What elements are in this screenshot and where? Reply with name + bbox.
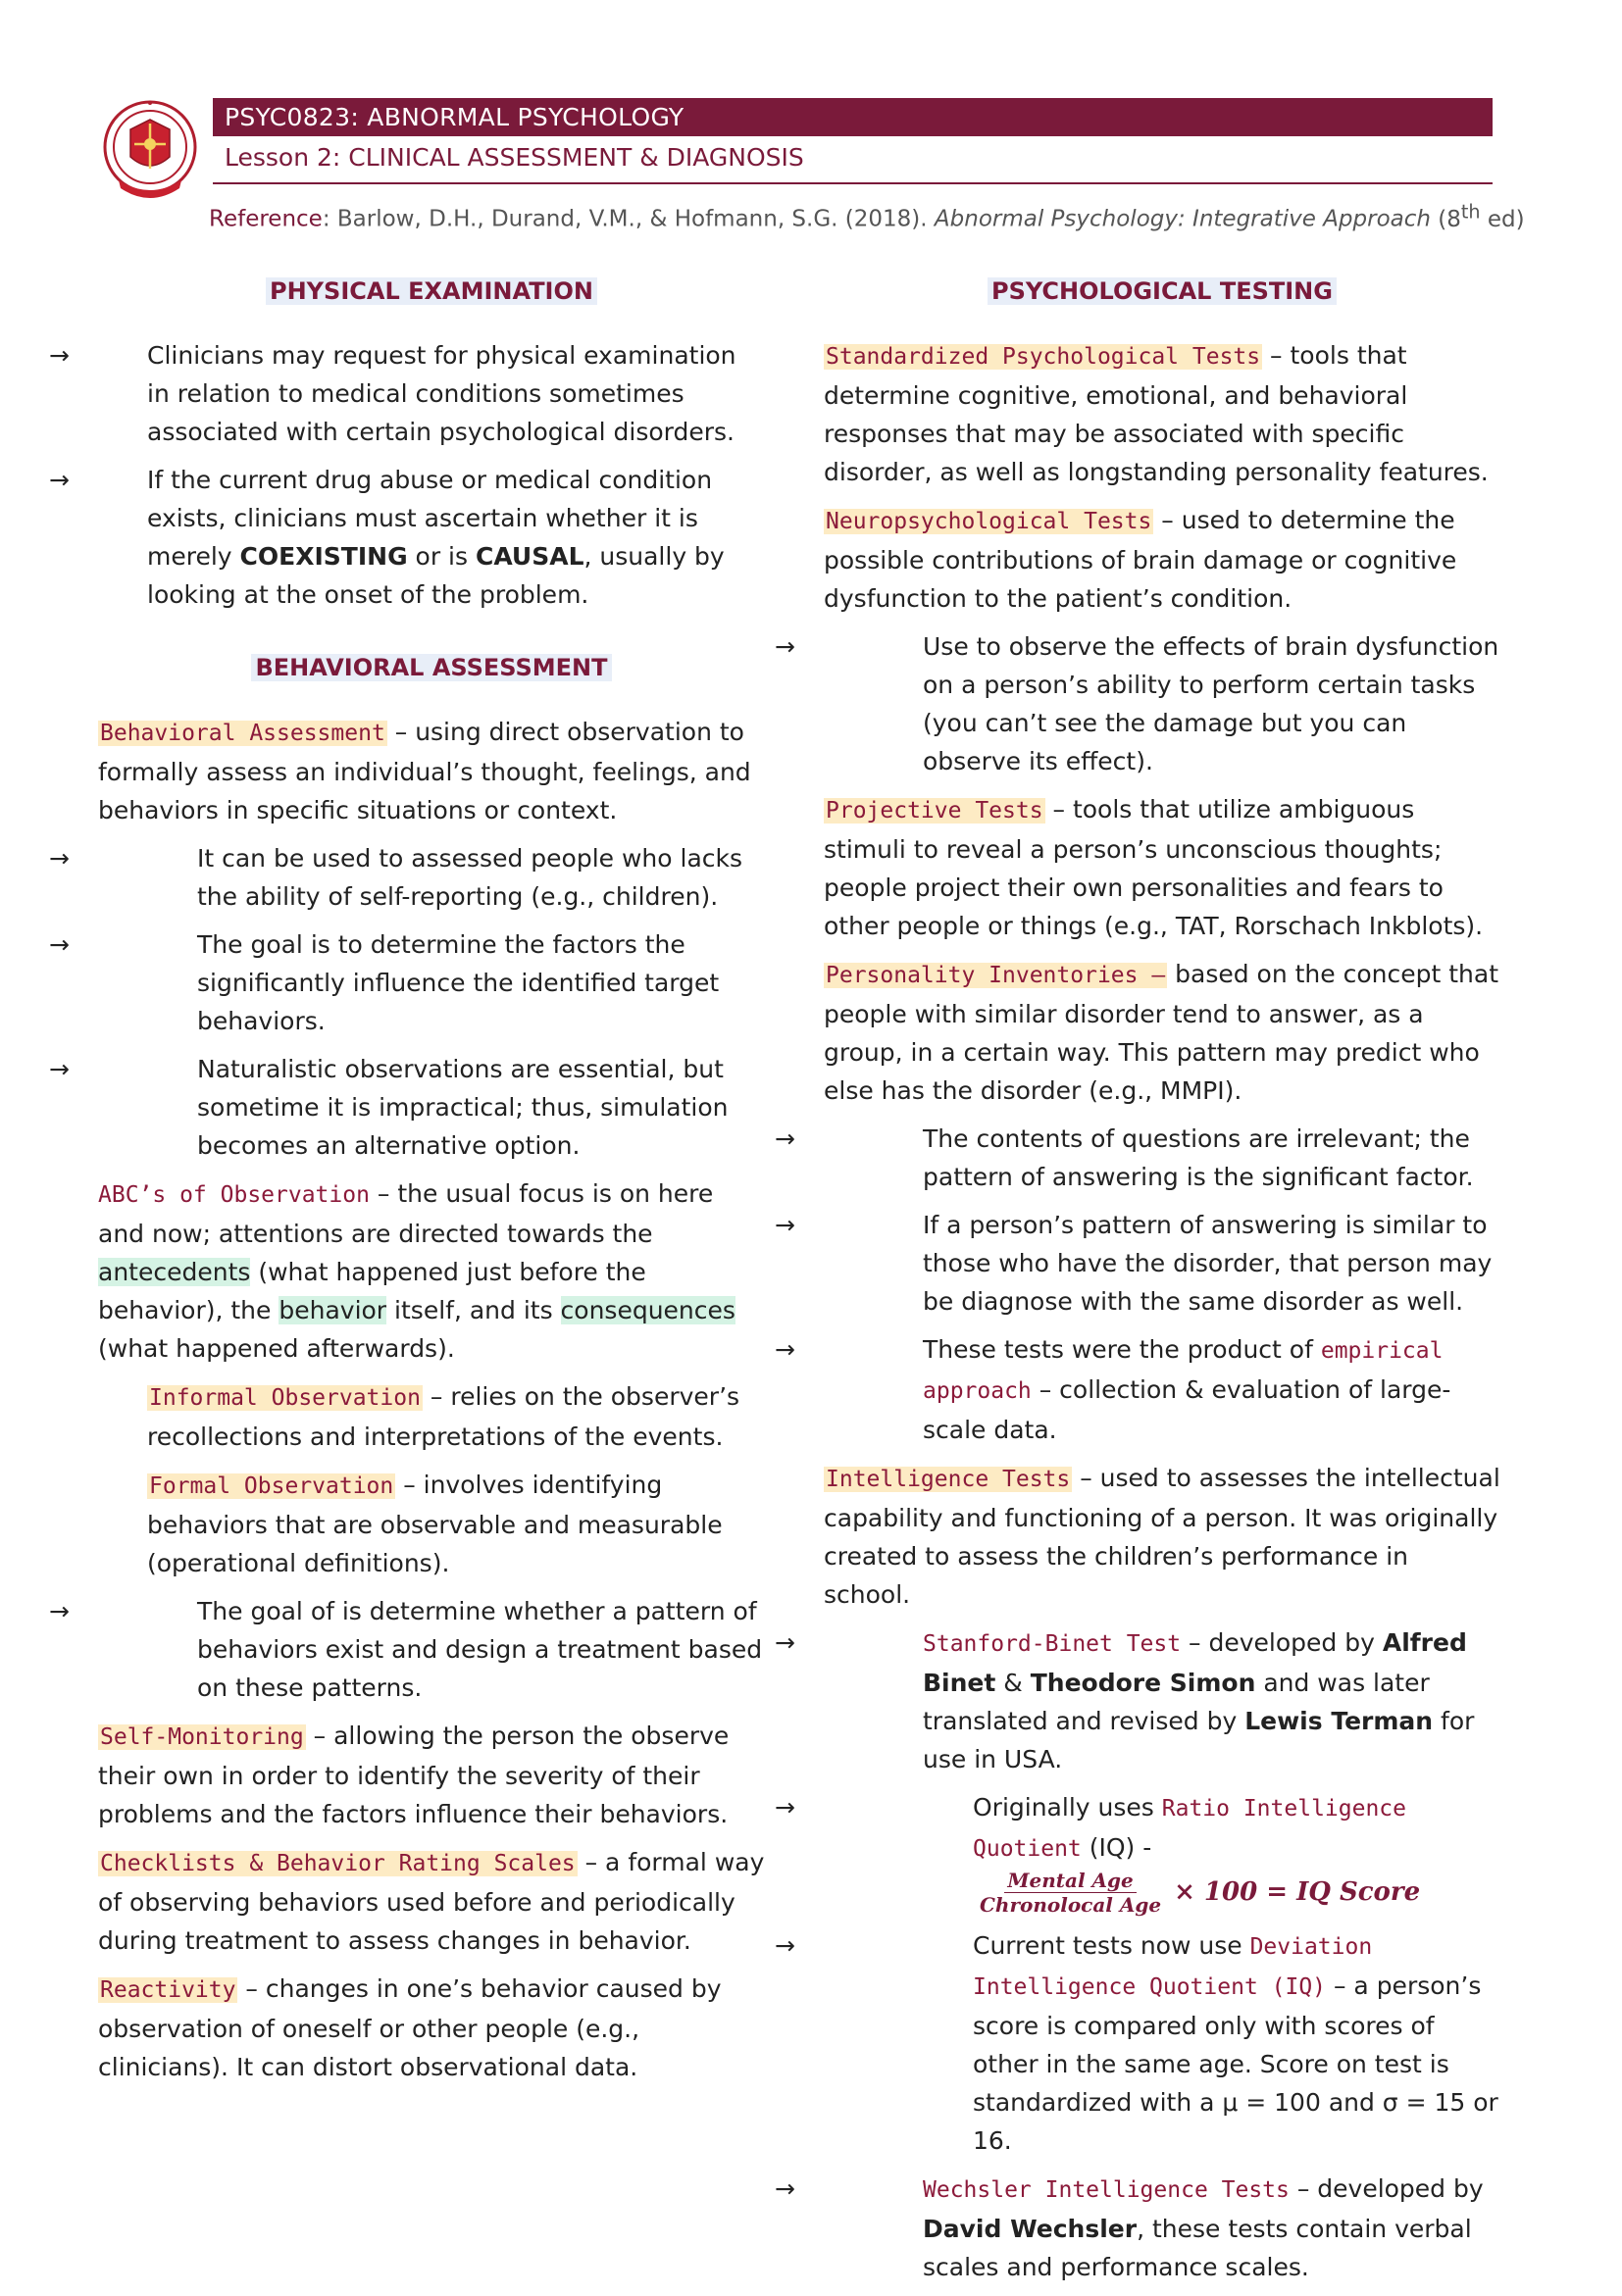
list-item: → Use to observe the effects of brain dysfunction on a person’s ability to perform certain tasks (you can’t see the damage but you can observe its effect). xyxy=(824,627,1500,780)
reference-label: Reference xyxy=(209,206,323,232)
definition-abc-observation: ABC’s of Observation – the usual focus is on here and now; attentions are directed towards the antecedents (what happened just before the behavior), the behavior itself, and its consequences (what happened afterwards). xyxy=(98,1179,735,1363)
term-standardized-tests: Standardized Psychological Tests xyxy=(826,344,1261,370)
arrow-right-icon: → xyxy=(49,1055,70,1083)
physical-exam-heading: PHYSICAL EXAMINATION xyxy=(98,273,765,311)
term-self-monitoring: Self-Monitoring xyxy=(100,1724,304,1750)
term-intelligence-tests: Intelligence Tests xyxy=(826,1467,1071,1492)
header-rule xyxy=(213,182,1493,184)
formula-numerator: Mental Age xyxy=(1004,1869,1136,1893)
left-column xyxy=(49,273,765,2096)
list-item: → These tests were the product of empirical approach – collection & evaluation of large-scale data. xyxy=(824,1330,1500,1449)
term-projective-tests: Projective Tests xyxy=(826,798,1043,824)
definition-intelligence-tests: Intelligence Tests – used to assesses the intellectual capability and functioning of a person. It was originally created to assess the children’s performance in school. xyxy=(824,1464,1500,1609)
arrow-right-icon: → xyxy=(49,341,70,370)
course-title: PSYC0823: ABNORMAL PSYCHOLOGY xyxy=(225,103,684,131)
definition-formal-observation: Formal Observation – involves identifying behaviors that are observable and measurable (operational definitions). xyxy=(147,1471,723,1577)
highlight-consequences: consequences xyxy=(560,1296,735,1324)
list-item: → If the current drug abuse or medical condition exists, clinicians must ascertain whether it is merely COEXISTING or is CAUSAL, usually by looking at the onset of the problem. xyxy=(98,461,765,614)
term-ratio-iq: Ratio Intelligence Quotient xyxy=(973,1796,1406,1862)
definition-personality-inventories: Personality Inventories – based on the concept that people with similar disorder tend to answer, as a group, in a certain way. This pattern may predict who else has the disorder (e.g., MMPI). xyxy=(824,960,1499,1105)
definition-projective-tests: Projective Tests – tools that utilize ambiguous stimuli to reveal a person’s unconscious thoughts; people project their own personalities and fears to other people or things (e.g., TAT, Rorschach Inkblots). xyxy=(824,795,1484,940)
term-neuropsychological-tests: Neuropsychological Tests xyxy=(826,509,1152,534)
list-item: → Wechsler Intelligence Tests – developed by David Wechsler, these tests contain verbal scales and performance scales. xyxy=(824,2170,1500,2286)
list-item: → Originally uses Ratio Intelligence Quotient (IQ) - $\frac{\text{Mental Age}}{\text{Chronolocal Age}}$ × 100 = IQ Score xyxy=(824,1788,1500,1917)
list-item: → Stanford-Binet Test – developed by Alfred Binet & Theodore Simon and was later translated and revised by Lewis Terman for use in USA. xyxy=(824,1623,1500,1778)
term-reactivity: Reactivity xyxy=(100,1977,236,2003)
list-item: → Clinicians may request for physical examination in relation to medical conditions sometimes associated with certain psychological disorders. xyxy=(98,336,765,451)
list-item: → It can be used to assessed people who lacks the ability of self-reporting (e.g., children). xyxy=(98,839,765,916)
lesson-title: Lesson 2: CLINICAL ASSESSMENT & DIAGNOSIS xyxy=(225,143,804,172)
term-formal-observation: Formal Observation xyxy=(149,1473,394,1499)
list-item: → If a person’s pattern of answering is similar to those who have the disorder, that person may be diagnose with the same disorder as well. xyxy=(824,1206,1500,1321)
reference-book-title: Abnormal Psychology: Integrative Approach xyxy=(934,206,1431,232)
term-personality-inventories: Personality Inventories – xyxy=(826,963,1166,988)
definition-standardized-tests: Standardized Psychological Tests – tools that determine cognitive, emotional, and behavioral responses that may be associated with specific disorder, as well as longstanding personality features. xyxy=(824,341,1489,486)
term-stanford-binet: Stanford-Binet Test xyxy=(923,1631,1182,1657)
highlight-antecedents: antecedents xyxy=(98,1258,251,1286)
right-column xyxy=(775,273,1500,2296)
reference-edition: (8th ed) xyxy=(1430,200,1525,232)
definition-self-monitoring: Self-Monitoring – allowing the person the observe their own in order to identify the severity of their problems and the factors influence their behaviors. xyxy=(98,1722,730,1828)
term-behavioral-assessment: Behavioral Assessment xyxy=(100,721,385,746)
term-wechsler: Wechsler Intelligence Tests xyxy=(923,2177,1290,2203)
definition-checklists: Checklists & Behavior Rating Scales – a formal way of observing behaviors used before and periodically during treatment to assess changes in behavior. xyxy=(98,1848,765,1955)
arrow-right-icon: → xyxy=(775,1335,795,1364)
arrow-right-icon: → xyxy=(775,632,795,661)
arrow-right-icon: → xyxy=(775,1931,795,1960)
term-abc-observation: ABC’s of Observation xyxy=(98,1182,370,1208)
term-deviation-iq: Deviation Intelligence Quotient (IQ) xyxy=(973,1934,1373,2000)
term-empirical-approach: empirical approach xyxy=(923,1338,1444,1404)
university-seal-icon xyxy=(101,90,199,218)
formula-result: × 100 = IQ Score xyxy=(1174,1877,1421,1907)
arrow-right-icon: → xyxy=(49,844,70,873)
iq-formula xyxy=(973,1869,1420,1917)
arrow-right-icon: → xyxy=(49,466,70,494)
definition-informal-observation: Informal Observation – relies on the observer’s recollections and interpretations of the events. xyxy=(147,1382,740,1451)
list-item: → Naturalistic observations are essential, but sometime it is impractical; thus, simulation becomes an alternative option. xyxy=(98,1050,765,1165)
reference-line xyxy=(209,200,1525,232)
arrow-right-icon: → xyxy=(775,1793,795,1822)
definition-neuropsychological-tests: Neuropsychological Tests – used to determine the possible contributions of brain damage or cognitive dysfunction to the patient’s condition. xyxy=(824,506,1457,613)
arrow-right-icon: → xyxy=(775,1124,795,1153)
reference-authors: : Barlow, D.H., Durand, V.M., & Hofmann, S.G. (2018). xyxy=(322,206,935,232)
list-item: → Current tests now use Deviation Intelligence Quotient (IQ) – a person’s score is compared only with scores of other in the same age. Score on test is standardized with a μ = 100 and σ = 15 or 16. xyxy=(824,1926,1500,2160)
list-item: → The goal of is determine whether a pattern of behaviors exist and design a treatment based on these patterns. xyxy=(98,1592,765,1707)
arrow-right-icon: → xyxy=(49,930,70,959)
behavioral-assessment-heading: BEHAVIORAL ASSESSMENT xyxy=(98,649,765,687)
arrow-right-icon: → xyxy=(49,1597,70,1625)
psychological-testing-heading: PSYCHOLOGICAL TESTING xyxy=(824,273,1500,311)
term-checklists: Checklists & Behavior Rating Scales xyxy=(100,1851,576,1876)
formula-denominator: Chronolocal Age xyxy=(980,1893,1162,1917)
list-item: → The goal is to determine the factors the significantly influence the identified target behaviors. xyxy=(98,925,765,1040)
definition-reactivity: Reactivity – changes in one’s behavior caused by observation of oneself or other people (e.g., clinicians). It can distort observational data. xyxy=(98,1974,722,2081)
arrow-right-icon: → xyxy=(775,1211,795,1239)
definition-behavioral-assessment: Behavioral Assessment – using direct observation to formally assess an individual’s thought, feelings, and behaviors in specific situations or context. xyxy=(98,718,751,824)
highlight-behavior: behavior xyxy=(279,1296,387,1324)
term-informal-observation: Informal Observation xyxy=(149,1385,421,1411)
arrow-right-icon: → xyxy=(775,1628,795,1657)
list-item: → The contents of questions are irrelevant; the pattern of answering is the significant factor. xyxy=(824,1120,1500,1196)
arrow-right-icon: → xyxy=(775,2174,795,2203)
